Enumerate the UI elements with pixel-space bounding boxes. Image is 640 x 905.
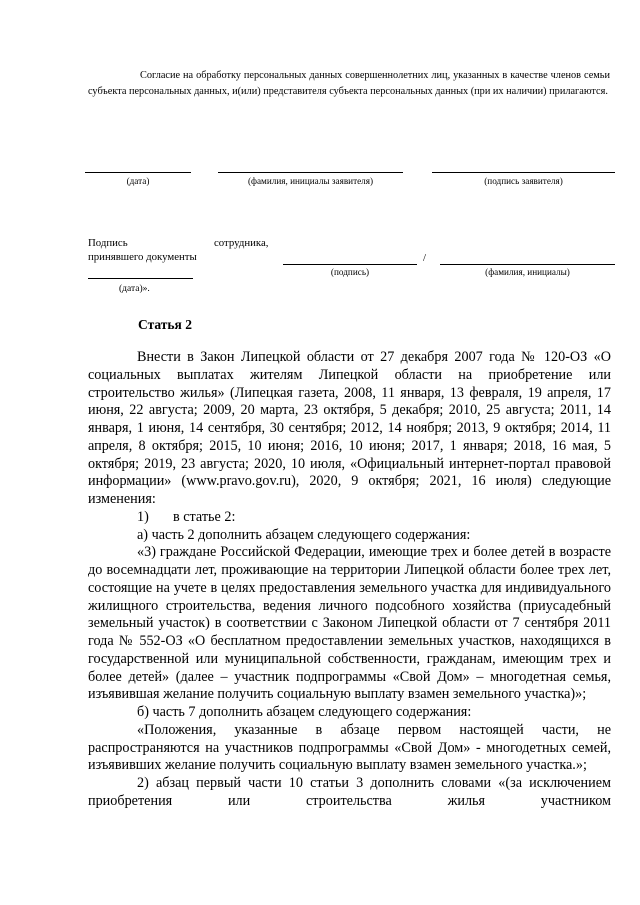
item-1	[88, 509, 611, 527]
item-1b: б) часть 7 дополнить абзацем следующего содержания:	[137, 704, 472, 720]
employee-label-word1: Подпись	[88, 237, 128, 249]
employee-name-line	[440, 264, 615, 265]
slash-separator: /	[423, 252, 426, 264]
employee-signature-caption: (подпись)	[330, 267, 370, 277]
item-2: 2) абзац первый части 10 статьи 3 дополнить словами «(за исключением приобретения или строительства жилья участником	[88, 775, 611, 809]
applicant-name-line	[218, 172, 403, 173]
item-1-text: в статье 2:	[173, 508, 236, 525]
article-heading: Статья 2	[138, 317, 192, 332]
date-line	[85, 172, 191, 173]
employee-label-word2: сотрудника,	[214, 237, 269, 249]
applicant-signature-line	[432, 172, 615, 173]
applicant-signature-caption: (подпись заявителя)	[484, 176, 563, 186]
employee-date-caption: (дата)».	[119, 284, 150, 294]
date-caption: (дата)	[126, 176, 150, 186]
employee-label-line2: принявшего документы	[88, 251, 197, 263]
article-body	[88, 349, 611, 811]
item-1a-quote: «3) граждане Российской Федерации, имеющие трех и более детей в возрасте до восемнадцати лет, проживающие на территории Липецкой области более трех лет, состоящие на учете в целях предоставления земельного участка для индивидуального жилищного строительства, ведения личного подсобного хозяйства (приусадебный земельный участок) в соответствии с Законом Липецкой области от 7 сентября 2011 года № 552-ОЗ «О бесплатном предоставлении земельных участков, находящихся в государственной или муниципальной собственности, гражданам, имеющим трех и более детей» (далее – участник подпрограммы «Свой Дом» – многодетная семья, изъявившая желание получить социальную выплату взамен земельного участка)»;	[88, 544, 611, 703]
item-1a: а) часть 2 дополнить абзацем следующего содержания:	[137, 526, 471, 543]
employee-signature-line	[283, 264, 417, 265]
employee-name-caption: (фамилия, инициалы)	[485, 267, 570, 277]
item-1-number: 1)	[137, 508, 149, 525]
consent-paragraph: Согласие на обработку персональных данных совершеннолетних лиц, указанных в качестве членов семьи субъекта персональных данных, и(или) представителя субъекта персональных данных (при их наличии) прилагаются.	[88, 70, 610, 97]
employee-date-line	[88, 278, 193, 279]
applicant-name-caption: (фамилия, инициалы заявителя)	[247, 176, 374, 186]
article-intro: Внести в Закон Липецкой области от 27 декабря 2007 года № 120-ОЗ «О социальных выплатах жителям Липецкой области на приобретение или строительство жилья» (Липецкая газета, 2008, 11 января, 13 февраля, 19 апреля, 17 июня, 22 августа; 2009, 20 марта, 23 октября, 5 декабря; 2010, 25 августа; 2011, 14 января, 1 июня, 14 сентября, 30 сентября; 2012, 14 ноября; 2013, 9 октября; 2014, 11 апреля, 8 октября; 2015, 10 июня; 2016, 10 июня; 2017, 1 января; 2018, 16 мая, 5 октября; 2019, 23 августа; 2020, 10 июля, «Официальный интернет-портал правовой информации» (www.pravo.gov.ru), 2020, 9 октября; 2021, 16 июля) следующие изменения:	[88, 349, 611, 507]
item-1b-quote: «Положения, указанные в абзаце первом настоящей части, не распространяются на участников подпрограммы «Свой Дом» - многодетных семей, изъявивших желание получить социальную выплату взамен земельного участка.»;	[88, 721, 611, 774]
